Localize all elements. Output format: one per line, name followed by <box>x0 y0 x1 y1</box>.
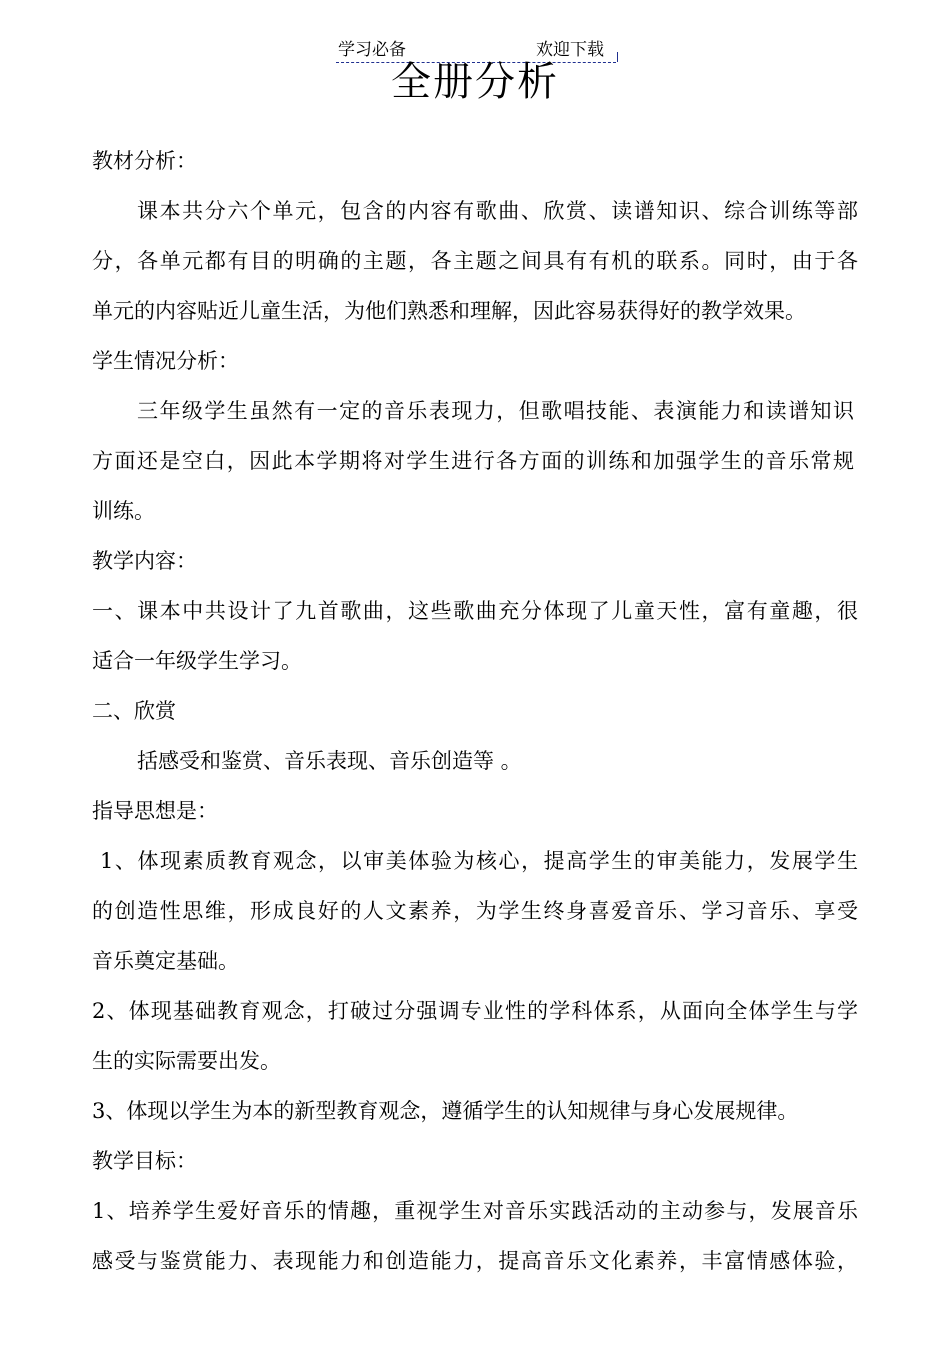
section-heading-students: 学生情况分析： <box>92 349 239 373</box>
section-heading-goals: 教学目标： <box>92 1149 197 1173</box>
paragraph-line: 单元的内容贴近儿童生活，为他们熟悉和理解，因此容易获得好的教学效果。 <box>92 299 806 323</box>
list-item-line: 1、培养学生爱好音乐的情趣，重视学生对音乐实践活动的主动参与，发展音乐 <box>92 1199 858 1223</box>
list-item-line: 生的实际需要出发。 <box>92 1049 281 1073</box>
list-item-line: 的创造性思维，形成良好的人文素养，为学生终身喜爱音乐、学习音乐、享受 <box>92 899 858 923</box>
document-title: 全册分析 <box>391 59 559 105</box>
paragraph-line: 二、欣赏 <box>92 699 176 723</box>
paragraph-line: 一、课本中共设计了九首歌曲，这些歌曲充分体现了儿童天性，富有童趣，很 <box>92 599 858 623</box>
section-heading-content: 教学内容： <box>92 549 197 573</box>
list-item-line: 1、体现素质教育观念，以审美体验为核心，提高学生的审美能力，发展学生 <box>100 849 858 873</box>
header-left-text: 学习必备 <box>338 40 406 60</box>
paragraph-line: 课本共分六个单元，包含的内容有歌曲、欣赏、读谱知识、综合训练等部 <box>137 199 858 223</box>
paragraph-line: 分，各单元都有目的明确的主题，各主题之间具有有机的联系。同时，由于各 <box>92 249 858 273</box>
list-item-line: 2、体现基础教育观念，打破过分强调专业性的学科体系，从面向全体学生与学 <box>92 999 858 1023</box>
header-right-text: 欢迎下载 <box>536 40 604 60</box>
paragraph-line: 适合一年级学生学习。 <box>92 649 302 673</box>
list-item-line: 音乐奠定基础。 <box>92 949 239 973</box>
list-item-line: 感受与鉴赏能力、表现能力和创造能力，提高音乐文化素养，丰富情感体验， <box>92 1249 858 1273</box>
paragraph-line: 括感受和鉴赏、音乐表现、音乐创造等 。 <box>137 749 522 773</box>
paragraph-line: 方面还是空白，因此本学期将对学生进行各方面的训练和加强学生的音乐常规 <box>92 449 854 473</box>
list-item-line: 3、体现以学生为本的新型教育观念，遵循学生的认知规律与身心发展规律。 <box>92 1099 799 1123</box>
section-heading-guiding-ideas: 指导思想是： <box>92 799 218 823</box>
paragraph-line: 三年级学生虽然有一定的音乐表现力，但歌唱技能、表演能力和读谱知识 <box>137 399 854 423</box>
paragraph-line: 训练。 <box>92 499 155 523</box>
section-heading-textbook: 教材分析： <box>92 149 197 173</box>
